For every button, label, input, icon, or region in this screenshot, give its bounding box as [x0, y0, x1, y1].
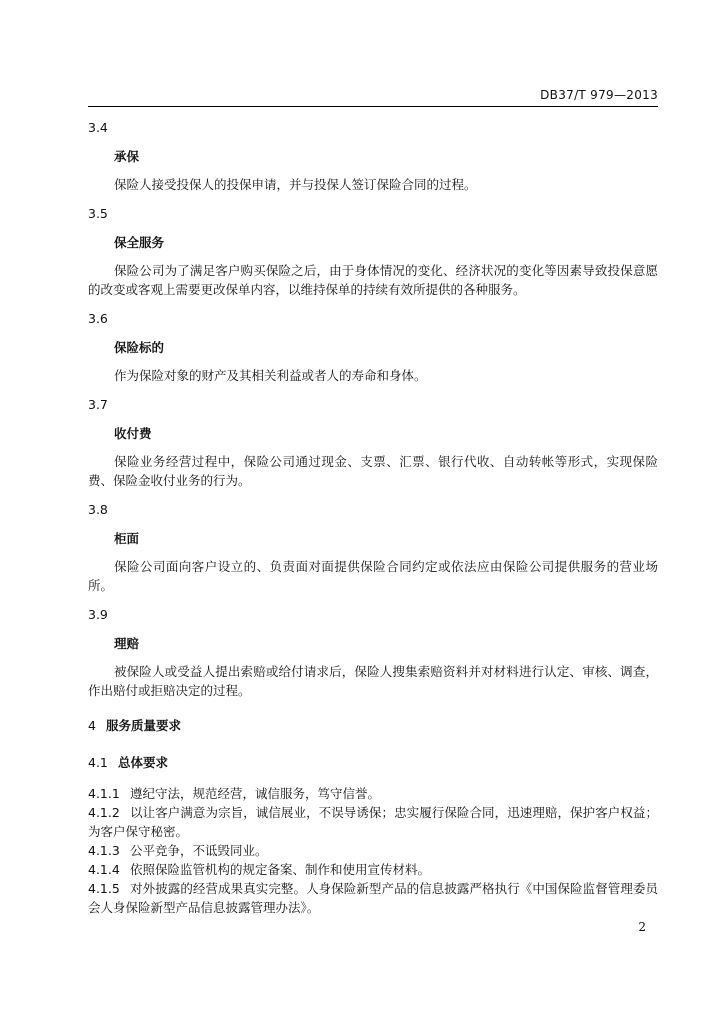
item-text: 依照保险监管机构的规定备案、制作和使用宣传材料。	[130, 862, 431, 877]
clause-term: 柜面	[114, 531, 140, 546]
requirement-item	[88, 784, 658, 803]
page-number: 2	[638, 920, 646, 934]
clause-3-8	[88, 500, 658, 595]
requirement-item	[88, 860, 658, 879]
document-code: DB37/T 979—2013	[540, 88, 658, 102]
clause-number: 3.8	[88, 502, 108, 517]
clause-number: 3.9	[88, 607, 108, 622]
item-number: 4.1.3	[88, 843, 120, 858]
clause-term: 保险标的	[114, 340, 165, 355]
requirement-item	[88, 841, 658, 860]
item-text: 以让客户满意为宗旨，诚信展业，不误导诱保；忠实履行保险合同，迅速理赔，保护客户权益；为客户保守秘密。	[88, 805, 658, 839]
page-content	[88, 118, 658, 917]
clause-term: 保全服务	[114, 235, 165, 250]
item-number: 4.1.5	[88, 881, 120, 896]
clause-3-9	[88, 605, 658, 700]
item-text: 公平竞争，不诋毁同业。	[130, 843, 268, 858]
clause-number: 3.6	[88, 311, 108, 326]
clause-number: 3.7	[88, 397, 108, 412]
clause-definition: 保险公司为了满足客户购买保险之后，由于身体情况的变化、经济状况的变化等因素导致投保意愿的改变或客观上需要更改保单内容，以维持保单的持续有效所提供的各种服务。	[88, 263, 658, 297]
requirement-item	[88, 803, 658, 841]
clause-definition: 保险人接受投保人的投保申请，并与投保人签订保险合同的过程。	[114, 177, 477, 192]
subsection-heading	[88, 753, 658, 772]
clause-term: 承保	[114, 149, 140, 164]
item-text: 对外披露的经营成果真实完整。人身保险新型产品的信息披露严格执行《中国保险监督管理委员会人身保险新型产品信息披露管理办法》。	[88, 881, 658, 915]
requirement-list	[88, 784, 658, 917]
item-text: 遵纪守法，规范经营，诚信服务，笃守信誉。	[130, 786, 381, 801]
clause-3-5	[88, 204, 658, 299]
header-rule	[88, 106, 658, 107]
subsection-number: 4.1	[88, 755, 108, 770]
section-title: 服务质量要求	[106, 718, 182, 733]
item-number: 4.1.2	[88, 805, 120, 820]
section-heading	[88, 716, 658, 735]
clause-number: 3.4	[88, 120, 108, 135]
item-number: 4.1.1	[88, 786, 120, 801]
clause-definition: 作为保险对象的财产及其相关利益或者人的寿命和身体。	[114, 368, 427, 383]
clause-3-6	[88, 309, 658, 385]
clause-number: 3.5	[88, 206, 108, 221]
clause-definition: 保险公司面向客户设立的、负责面对面提供保险合同约定或依法应由保险公司提供服务的营业场所。	[88, 559, 658, 593]
clause-definition: 保险业务经营过程中，保险公司通过现金、支票、汇票、银行代收、自动转帐等形式，实现保险费、保险金收付业务的行为。	[88, 454, 658, 488]
requirement-item	[88, 879, 658, 917]
section-number: 4	[88, 718, 96, 733]
clause-3-4	[88, 118, 658, 194]
clause-term: 收付费	[114, 426, 152, 441]
item-number: 4.1.4	[88, 862, 120, 877]
clause-term: 理赔	[114, 636, 140, 651]
clause-definition: 被保险人或受益人提出索赔或给付请求后，保险人搜集索赔资料并对材料进行认定、审核、调查，作出赔付或拒赔决定的过程。	[88, 664, 658, 698]
clause-3-7	[88, 395, 658, 490]
subsection-title: 总体要求	[118, 755, 169, 770]
